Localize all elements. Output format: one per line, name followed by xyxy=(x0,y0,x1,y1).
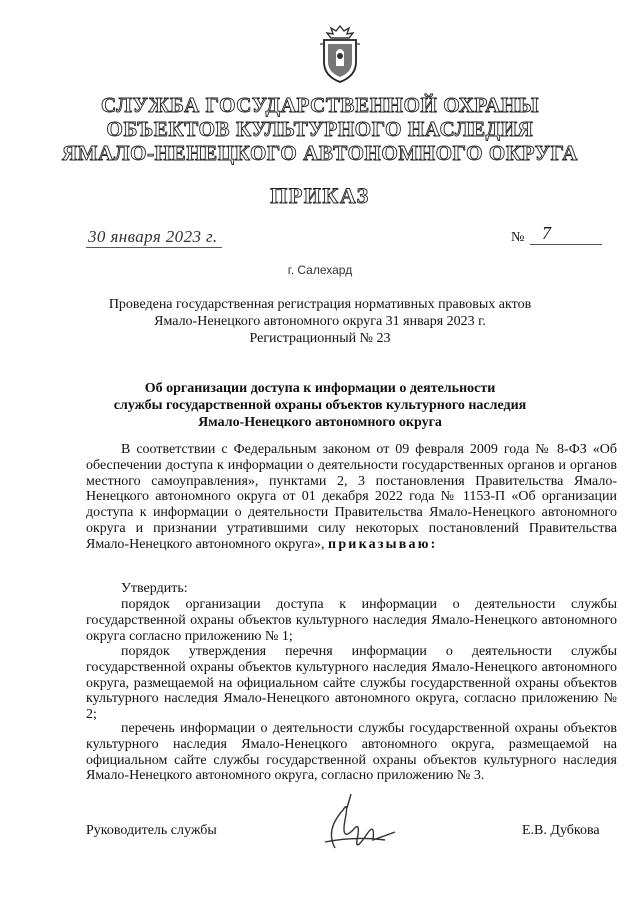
coat-of-arms-icon xyxy=(316,22,364,86)
registration-line-3: Регистрационный № 23 xyxy=(249,331,391,346)
signatory-name: Е.В. Дубкова xyxy=(522,823,600,838)
signatory-position: Руководитель службы xyxy=(86,823,217,838)
document-type-title: ПРИКАЗ xyxy=(270,183,370,208)
org-name-line-3: ЯМАЛО-НЕНЕЦКОГО АВТОНОМНОГО ОКРУГА xyxy=(61,141,579,165)
subject-line-2: службы государственной охраны объектов культурного наследия xyxy=(113,398,527,413)
handwritten-signature xyxy=(305,790,405,860)
city: г. Салехард xyxy=(287,263,353,277)
order-keyword: приказываю: xyxy=(328,536,438,552)
approval-item-2: порядок утверждения перечня информации о деятельности службы государственной охраны объектов культурного наследия Ямало-Ненецкого автономного округа, размещаемой на официальном сайте службы государственной охраны объектов культурного наследия Ямало-Ненецкого автономного округа, согласно приложению № 2; xyxy=(86,644,617,723)
preamble-paragraph xyxy=(86,442,617,553)
subject-line-3: Ямало-Ненецкого автономного округа xyxy=(198,415,442,430)
subject-line-1: Об организации доступа к информации о деятельности xyxy=(144,381,496,396)
registration-line-1: Проведена государственная регистрация нормативных правовых актов xyxy=(108,297,532,312)
order-date: 30 января 2023 г. xyxy=(86,227,222,248)
preamble-text: В соответствии с Федеральным законом от 09 февраля 2009 года № 8-ФЗ «Об обеспечении доступа к информации о деятельности государственных органов и органов местного самоуправления», пунктами 2, 3 постановления Правительства Ямало-Ненецкого автономного округа от 01 декабря 2022 года № 1153-П «Об организации доступа к информации о деятельности Правительства Ямало-Ненецкого автономного округа и признании утратившими силу некоторых постановлений Правительства Ямало-Ненецкого автономного округа», xyxy=(86,442,617,552)
approval-item-3: перечень информации о деятельности службы государственной охраны объектов культурного наследия Ямало-Ненецкого автономного округа, размещаемой на официальном сайте службы государственной охраны объектов культурного наследия Ямало-Ненецкого автономного округа, согласно приложению № 3. xyxy=(86,721,617,784)
registration-line-2: Ямало-Ненецкого автономного округа 31 января 2023 г. xyxy=(154,314,486,329)
org-name-line-2: ОБЪЕКТОВ КУЛЬТУРНОГО НАСЛЕДИЯ xyxy=(106,117,534,141)
order-number-label: № xyxy=(511,230,525,245)
org-name-line-1: СЛУЖБА ГОСУДАРСТВЕННОЙ ОХРАНЫ xyxy=(100,93,540,117)
approval-item-1: порядок организации доступа к информации о деятельности службы государственной охраны объектов культурного наследия Ямало-Ненецкого автономного округа согласно приложению № 1; xyxy=(86,597,617,644)
order-number: 7 xyxy=(530,223,602,245)
approve-heading: Утвердить: xyxy=(121,581,188,596)
